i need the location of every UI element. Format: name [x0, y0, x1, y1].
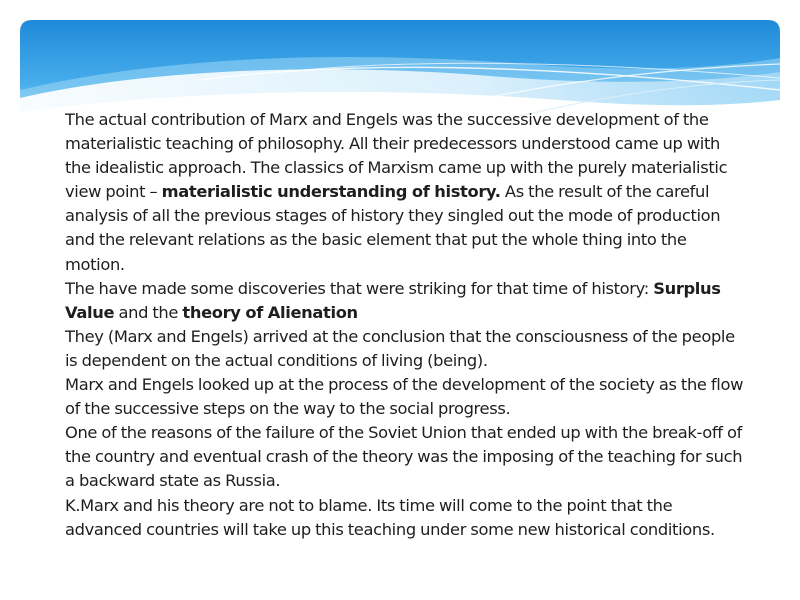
paragraph-conclusion: K.Marx and his theory are not to blame. Its time will come to the point that the advanced countries will take up this teaching under some new historical conditions.: [65, 495, 715, 539]
theory-of-alienation-bold: theory of Alienation: [182, 302, 358, 322]
paragraph-consciousness: They (Marx and Engels) arrived at the conclusion that the consciousness of the people is dependent on the actual conditions of living (being).: [65, 326, 735, 370]
paragraph-discoveries-text-b: and the: [114, 302, 183, 322]
materialistic-understanding-bold: materialistic understanding of history.: [161, 182, 501, 202]
paragraph-contribution-text-b: As the result of the careful analysis of all the previous stages of history they singled out the mode of production and the relevant relations as the basic element that put the whole thing into the motion.: [65, 182, 721, 274]
paragraph-discoveries: [65, 277, 745, 325]
paragraph-contribution-text-a: The actual contribution of Marx and Engels was the successive development of the materialistic teaching of philosophy. All their predecessors understood came up with the idealistic approach. The classics of Marxism came up with the purely materialistic view point –: [65, 110, 728, 202]
paragraph-contribution: [65, 108, 745, 277]
slide-body-text: [65, 108, 745, 542]
paragraph-soviet-union: One of the reasons of the failure of the Soviet Union that ended up with the break-off of the country and eventual crash of the theory was the imposing of the teaching for such a backward state as Russia.: [65, 423, 743, 491]
paragraph-discoveries-text-a: The have made some discoveries that were striking for that time of history:: [65, 278, 654, 298]
surplus-value-bold: Surplus Value: [65, 278, 721, 322]
paragraph-social-progress: Marx and Engels looked up at the process of the development of the society as the flow of the successive steps on the way to the social progress.: [65, 375, 744, 419]
